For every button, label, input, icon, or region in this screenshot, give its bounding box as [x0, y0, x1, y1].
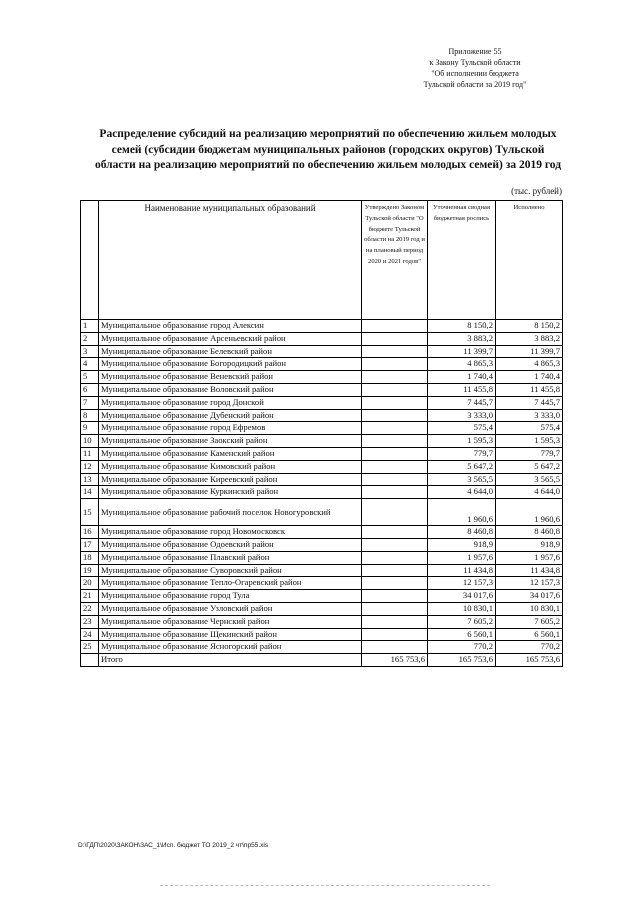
row-executed: 770,2 [496, 641, 563, 654]
row-index: 17 [81, 538, 99, 551]
row-executed: 8 460,8 [496, 526, 563, 539]
row-index: 10 [81, 435, 99, 448]
row-approved [362, 460, 428, 473]
row-refined: 34 017,6 [428, 590, 496, 603]
row-index: 15 [81, 499, 99, 526]
row-refined: 3 565,5 [428, 473, 496, 486]
row-index: 1 [81, 320, 99, 333]
header-refined: Уточненная сводная бюджетная роспись [428, 201, 496, 320]
title-line: семей (субсидии бюджетам муниципальных районов (городских округов) Тульской [111, 143, 545, 156]
row-executed: 3 565,5 [496, 473, 563, 486]
row-approved [362, 628, 428, 641]
row-refined: 4 644,0 [428, 486, 496, 499]
row-index: 24 [81, 628, 99, 641]
row-refined: 1 957,6 [428, 551, 496, 564]
row-executed: 11 434,8 [496, 564, 563, 577]
row-approved [362, 641, 428, 654]
table-row [81, 473, 563, 486]
header-executed: Исполнено [496, 201, 563, 320]
table-row [81, 358, 563, 371]
row-name: Муниципальное образование Киреевский район [99, 473, 362, 486]
table-row [81, 538, 563, 551]
table-row [81, 615, 563, 628]
table-row [81, 564, 563, 577]
row-approved [362, 345, 428, 358]
row-approved [362, 332, 428, 345]
row-name: Муниципальное образование город Новомосковск [99, 526, 362, 539]
row-executed: 918,9 [496, 538, 563, 551]
row-name: Муниципальное образование Веневский район [99, 371, 362, 384]
scan-artifact-line [160, 885, 490, 886]
row-index: 19 [81, 564, 99, 577]
row-executed: 1 960,6 [496, 499, 563, 526]
row-approved [362, 538, 428, 551]
row-index: 18 [81, 551, 99, 564]
table-row [81, 396, 563, 409]
row-executed: 3 333,0 [496, 409, 563, 422]
row-refined: 8 460,8 [428, 526, 496, 539]
row-index: 12 [81, 460, 99, 473]
units-label: (тыс. рублей) [511, 186, 562, 196]
table-row [81, 383, 563, 396]
row-name: Муниципальное образование Щекинский район [99, 628, 362, 641]
row-index: 5 [81, 371, 99, 384]
row-refined: 11 399,7 [428, 345, 496, 358]
table-row [81, 590, 563, 603]
row-index: 25 [81, 641, 99, 654]
row-name: Муниципальное образование Ясногорский район [99, 641, 362, 654]
row-executed: 11 455,8 [496, 383, 563, 396]
row-refined: 779,7 [428, 447, 496, 460]
total-refined: 165 753,6 [428, 654, 496, 667]
appendix-line: к Закону Тульской области [429, 58, 521, 67]
row-executed: 1 740,4 [496, 371, 563, 384]
row-refined: 1 960,6 [428, 499, 496, 526]
table-row [81, 641, 563, 654]
row-executed: 7 605,2 [496, 615, 563, 628]
row-name: Муниципальное образование рабочий поселок Новогуровский [99, 499, 362, 526]
row-executed: 5 647,2 [496, 460, 563, 473]
row-index: 8 [81, 409, 99, 422]
row-index: 2 [81, 332, 99, 345]
appendix-line: Приложение 55 [448, 47, 502, 56]
table-body [81, 320, 563, 667]
table-row [81, 577, 563, 590]
row-executed: 12 157,3 [496, 577, 563, 590]
table-row [81, 332, 563, 345]
row-refined: 7 445,7 [428, 396, 496, 409]
row-index: 14 [81, 486, 99, 499]
header-index [81, 201, 99, 320]
row-index: 22 [81, 602, 99, 615]
table-row [81, 499, 563, 526]
table-row [81, 345, 563, 358]
total-label: Итого [99, 654, 362, 667]
row-name: Муниципальное образование Тепло-Огаревский район [99, 577, 362, 590]
row-executed: 1 957,6 [496, 551, 563, 564]
row-refined: 8 150,2 [428, 320, 496, 333]
row-index: 16 [81, 526, 99, 539]
subsidy-table [80, 200, 563, 667]
row-name: Муниципальное образование Воловский район [99, 383, 362, 396]
row-index: 4 [81, 358, 99, 371]
row-refined: 10 830,1 [428, 602, 496, 615]
row-name: Муниципальное образование Плавский район [99, 551, 362, 564]
table-row [81, 422, 563, 435]
row-approved [362, 499, 428, 526]
row-executed: 575,4 [496, 422, 563, 435]
row-approved [362, 358, 428, 371]
row-approved [362, 371, 428, 384]
row-index: 13 [81, 473, 99, 486]
row-refined: 770,2 [428, 641, 496, 654]
row-approved [362, 564, 428, 577]
row-executed: 6 560,1 [496, 628, 563, 641]
row-approved [362, 551, 428, 564]
row-index: 23 [81, 615, 99, 628]
row-refined: 6 560,1 [428, 628, 496, 641]
row-refined: 3 333,0 [428, 409, 496, 422]
row-refined: 11 455,8 [428, 383, 496, 396]
row-name: Муниципальное образование Дубенский район [99, 409, 362, 422]
document-title [78, 127, 578, 174]
row-refined: 11 434,8 [428, 564, 496, 577]
row-refined: 4 865,3 [428, 358, 496, 371]
row-executed: 1 595,3 [496, 435, 563, 448]
row-name: Муниципальное образование Суворовский район [99, 564, 362, 577]
row-index: 7 [81, 396, 99, 409]
row-executed: 11 399,7 [496, 345, 563, 358]
appendix-line: Тульской области за 2019 год" [423, 80, 527, 89]
table-row [81, 409, 563, 422]
row-name: Муниципальное образование Куркинский район [99, 486, 362, 499]
row-executed: 4 644,0 [496, 486, 563, 499]
row-approved [362, 409, 428, 422]
row-index: 21 [81, 590, 99, 603]
row-approved [362, 615, 428, 628]
row-refined: 575,4 [428, 422, 496, 435]
row-name: Муниципальное образование Белевский район [99, 345, 362, 358]
row-name: Муниципальное образование Кимовский район [99, 460, 362, 473]
row-executed: 4 865,3 [496, 358, 563, 371]
row-approved [362, 577, 428, 590]
row-refined: 3 883,2 [428, 332, 496, 345]
row-executed: 10 830,1 [496, 602, 563, 615]
row-name: Муниципальное образование город Алексин [99, 320, 362, 333]
row-index: 20 [81, 577, 99, 590]
row-name: Муниципальное образование Чернский район [99, 615, 362, 628]
row-executed: 3 883,2 [496, 332, 563, 345]
table-row [81, 526, 563, 539]
row-refined: 7 605,2 [428, 615, 496, 628]
row-name: Муниципальное образование город Донской [99, 396, 362, 409]
row-executed: 8 150,2 [496, 320, 563, 333]
row-approved [362, 590, 428, 603]
row-approved [362, 383, 428, 396]
appendix-line: "Об исполнении бюджета [431, 69, 519, 78]
header-name: Наименование муниципальных образований [99, 201, 362, 320]
table-row [81, 447, 563, 460]
table-row [81, 320, 563, 333]
total-approved: 165 753,6 [362, 654, 428, 667]
total-row [81, 654, 563, 667]
row-refined: 918,9 [428, 538, 496, 551]
row-name: Муниципальное образование город Ефремов [99, 422, 362, 435]
title-line: Распределение субсидий на реализацию мероприятий по обеспечению жильем молодых [99, 128, 557, 140]
row-approved [362, 602, 428, 615]
row-name: Муниципальное образование город Тула [99, 590, 362, 603]
header-row [81, 201, 563, 320]
file-path: D:\ГДП\2020\ЗАКОН\ЗАС_1\Исп. бюджет ТО 2019_2 чт\пр55.xls [78, 842, 269, 849]
appendix-note [400, 46, 550, 90]
row-approved [362, 320, 428, 333]
row-refined: 1 740,4 [428, 371, 496, 384]
table-row [81, 435, 563, 448]
row-refined: 12 157,3 [428, 577, 496, 590]
row-name: Муниципальное образование Богородицкий район [99, 358, 362, 371]
row-approved [362, 447, 428, 460]
row-approved [362, 473, 428, 486]
row-executed: 34 017,6 [496, 590, 563, 603]
row-refined: 1 595,3 [428, 435, 496, 448]
row-index: 3 [81, 345, 99, 358]
table-row [81, 628, 563, 641]
row-index: 11 [81, 447, 99, 460]
row-approved [362, 422, 428, 435]
row-approved [362, 486, 428, 499]
table-row [81, 602, 563, 615]
row-name: Муниципальное образование Арсеньевский район [99, 332, 362, 345]
table-row [81, 371, 563, 384]
total-index [81, 654, 99, 667]
row-approved [362, 396, 428, 409]
row-approved [362, 435, 428, 448]
total-executed: 165 753,6 [496, 654, 563, 667]
header-approved: Утверждено Законом Тульской области "О бюджете Тульской области на 2019 год и на плановый период 2020 и 2021 годов" [362, 201, 428, 320]
row-name: Муниципальное образование Заокский район [99, 435, 362, 448]
row-executed: 7 445,7 [496, 396, 563, 409]
row-index: 6 [81, 383, 99, 396]
row-approved [362, 526, 428, 539]
table-row [81, 551, 563, 564]
row-refined: 5 647,2 [428, 460, 496, 473]
table-row [81, 486, 563, 499]
row-name: Муниципальное образование Узловский район [99, 602, 362, 615]
row-name: Муниципальное образование Одоевский район [99, 538, 362, 551]
row-name: Муниципальное образование Каменский район [99, 447, 362, 460]
table-row [81, 460, 563, 473]
row-executed: 779,7 [496, 447, 563, 460]
title-line: области на реализацию мероприятий по обеспечению жильем молодых семей) за 2019 год [94, 159, 562, 171]
row-index: 9 [81, 422, 99, 435]
